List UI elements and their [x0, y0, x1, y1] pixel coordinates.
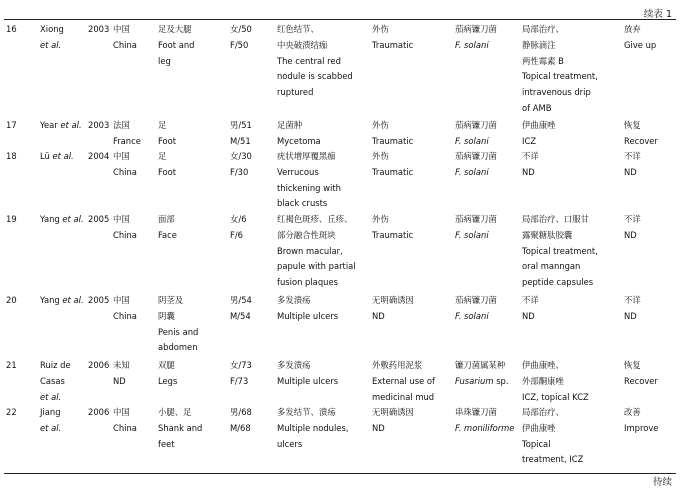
country: 中国 China	[113, 214, 137, 240]
top-rule	[4, 19, 676, 20]
site: 小腿、足 Shank and feet	[158, 407, 203, 449]
sex-age: 女/50 F/50	[230, 24, 252, 50]
case-number: 18	[6, 151, 17, 161]
treatment: 局部治疗、 静脉滴注 两性霉素 B Topical treatment, intravenous drip of AMB	[522, 24, 598, 113]
sex-age: 女/30 F/30	[230, 151, 252, 177]
case-number: 20	[6, 295, 17, 305]
to-be-continued-label: 待续	[652, 477, 672, 488]
country: 法国 France	[113, 120, 141, 146]
year: 2005	[88, 214, 110, 224]
outcome: 不详 ND	[624, 295, 641, 321]
outcome: 不详 ND	[624, 214, 641, 240]
manifestation: 红色结节、 中央破溃结痂 The central red nodule is scabbed ruptured	[277, 24, 353, 98]
sex-age: 女/73 F/73	[230, 360, 252, 386]
country: 未知 ND	[113, 360, 130, 386]
inducement: 外伤 Traumatic	[372, 151, 414, 177]
country: 中国 China	[113, 24, 137, 50]
author: Lü et al.	[40, 151, 74, 161]
site: 足 Foot	[158, 120, 177, 146]
case-number: 17	[6, 120, 17, 130]
year: 2006	[88, 407, 110, 417]
year: 2006	[88, 360, 110, 370]
year: 2005	[88, 295, 110, 305]
sex-age: 男/68 M/68	[230, 407, 252, 433]
treatment: 伊曲康唑、 外部酮康唑 ICZ, topical KCZ	[522, 360, 589, 402]
author: Yang et al.	[40, 214, 84, 224]
pathogen: 茄病镰刀菌 F. solani	[455, 214, 497, 240]
year: 2003	[88, 24, 110, 34]
pathogen: 茄病镰刀菌 F. solani	[455, 295, 497, 321]
year: 2003	[88, 120, 110, 130]
year: 2004	[88, 151, 110, 161]
author: Xiong et al.	[40, 24, 64, 50]
site: 双腿 Legs	[158, 360, 178, 386]
country: 中国 China	[113, 295, 137, 321]
outcome: 恢复 Recover	[624, 360, 658, 386]
continued-label: 续表 1	[643, 9, 672, 20]
sex-age: 女/6 F/6	[230, 214, 247, 240]
case-number: 21	[6, 360, 17, 370]
site: 阴茎及 阴囊 Penis and abdomen	[158, 295, 199, 353]
bottom-rule	[4, 473, 676, 474]
inducement: 外伤 Traumatic	[372, 214, 414, 240]
pathogen: 茄病镰刀菌 F. solani	[455, 120, 497, 146]
manifestation: 足菌肿 Mycetoma	[277, 120, 321, 146]
inducement: 外敷药用泥浆 External use of medicinal mud	[372, 360, 435, 402]
author: Jiang et al.	[40, 407, 62, 433]
manifestation: 多发溃疡 Multiple ulcers	[277, 360, 339, 386]
author: Yang et al.	[40, 295, 84, 305]
inducement: 外伤 Traumatic	[372, 24, 414, 50]
country: 中国 China	[113, 151, 137, 177]
treatment: 伊曲康唑 ICZ	[522, 120, 556, 146]
manifestation: 多发溃疡 Multiple ulcers	[277, 295, 339, 321]
treatment: 局部治疗、 伊曲康唑 Topical treatment, ICZ	[522, 407, 584, 465]
inducement: 无明确诱因 ND	[372, 295, 414, 321]
author: Ruiz de Casas et al.	[40, 360, 71, 402]
outcome: 改善 Improve	[624, 407, 659, 433]
treatment: 不详 ND	[522, 295, 539, 321]
manifestation: 疣状增厚覆黑痂 Verrucous thickening with black crusts	[277, 151, 341, 209]
author: Year et al.	[40, 120, 82, 130]
outcome: 不详 ND	[624, 151, 641, 177]
case-number: 19	[6, 214, 17, 224]
pathogen: 串珠镰刀菌 F. moniliforme	[455, 407, 515, 433]
manifestation: 红褐色斑疹、丘疹、 部分融合性斑块 Brown macular, papule with partial fusion plaques	[277, 214, 356, 288]
site: 足 Foot	[158, 151, 177, 177]
sex-age: 男/54 M/54	[230, 295, 252, 321]
pathogen: 镰刀菌属某种 Fusarium sp.	[455, 360, 509, 386]
case-number: 22	[6, 407, 17, 417]
case-number: 16	[6, 24, 17, 34]
outcome: 恢复 Recover	[624, 120, 658, 146]
site: 面部 Face	[158, 214, 177, 240]
pathogen: 茄病镰刀菌 F. solani	[455, 151, 497, 177]
treatment: 局部治疗、口服甘 露聚糖肽胶囊 Topical treatment, oral manngan peptide capsules	[522, 214, 598, 288]
outcome: 放弃 Give up	[624, 24, 657, 50]
inducement: 外伤 Traumatic	[372, 120, 414, 146]
manifestation: 多发结节、溃疡 Multiple nodules, ulcers	[277, 407, 349, 449]
treatment: 不详 ND	[522, 151, 539, 177]
pathogen: 茄病镰刀菌 F. solani	[455, 24, 497, 50]
sex-age: 男/51 M/51	[230, 120, 252, 146]
site: 足及大腿 Foot and leg	[158, 24, 195, 66]
inducement: 无明确诱因 ND	[372, 407, 414, 433]
country: 中国 China	[113, 407, 137, 433]
